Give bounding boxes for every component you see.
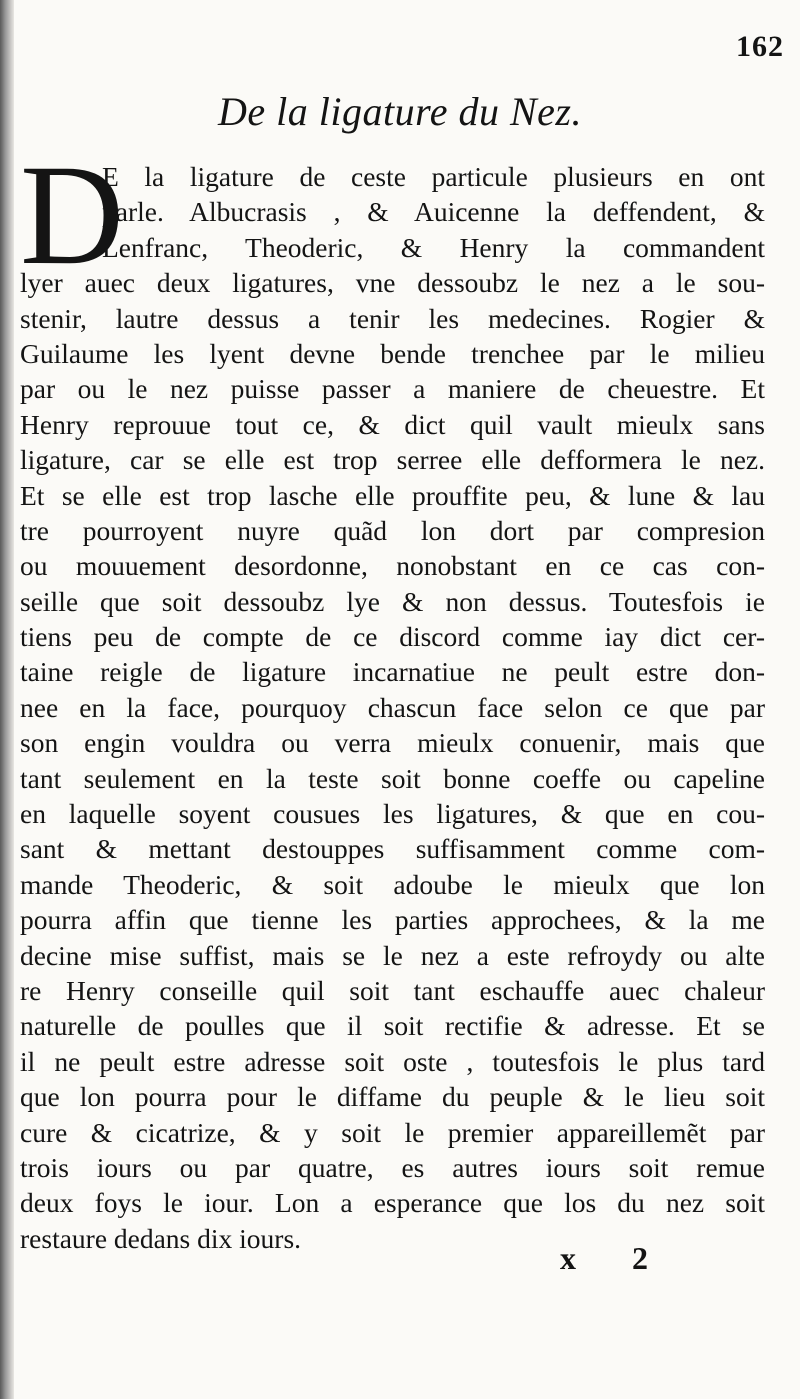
text-line: decine mise suffist, mais se le nez a este refroydy ou alte	[20, 939, 765, 971]
text-line: sant & mettant destouppes suffisamment comme com-	[20, 833, 765, 865]
text-line: parle. Albucrasis , & Auicenne la deffendent, &	[102, 196, 765, 228]
text-line: restaure dedans dix iours.	[20, 1222, 302, 1254]
text-line: que lon pourra pour le diffame du peuple & le lieu soit	[20, 1081, 765, 1113]
text-line: en laquelle soyent cousues les ligatures, & que en cou-	[20, 798, 765, 830]
text-line: Henry reprouue tout ce, & dict quil vault mieulx sans	[20, 408, 765, 440]
text-line: pourra affin que tienne les parties approchees, & la me	[20, 904, 765, 936]
text-line: ou mouuement desordonne, nonobstant en ce cas con-	[20, 550, 765, 582]
page-number: 162	[736, 30, 784, 63]
text-line: il ne peult estre adresse soit oste , toutesfois le plus tard	[20, 1045, 765, 1077]
text-line: par ou le nez puisse passer a maniere de cheuestre. Et	[20, 373, 765, 405]
text-line: Et se elle est trop lasche elle prouffite peu, & lune & lau	[20, 479, 765, 511]
text-line: seille que soit dessoubz lye & non dessus. Toutesfois ie	[20, 585, 765, 617]
text-line: E la ligature de ceste particule plusieurs en ont	[102, 161, 765, 192]
text-line: tiens peu de compte de ce discord comme iay dict cer-	[20, 621, 765, 653]
text-line: nee en la face, pourquoy chascun face selon ce que par	[20, 691, 765, 723]
text-line: ligature, car se elle est trop serree elle defformera le nez.	[20, 444, 765, 476]
text-line: deux foys le iour. Lon a esperance que los du nez soit	[20, 1187, 765, 1219]
text-line: son engin vouldra ou verra mieulx conuenir, mais que	[20, 727, 765, 759]
text-line: tant seulement en la teste soit bonne coeffe ou capeline	[20, 762, 765, 794]
text-line: naturelle de poulles que il soit rectifie & adresse. Et se	[20, 1010, 765, 1042]
chapter-heading: De la ligature du Nez.	[218, 89, 582, 134]
text-line: stenir, lautre dessus a tenir les medecines. Rogier &	[20, 302, 765, 334]
text-line: lyer auec deux ligatures, vne dessoubz le nez a le sou-	[20, 267, 765, 299]
body-text	[20, 159, 765, 1256]
text-line: trois iours ou par quatre, es autres iours soit remue	[20, 1151, 765, 1183]
text-line: cure & cicatrize, & y soit le premier appareillemẽt par	[20, 1116, 765, 1148]
text-line: re Henry conseille quil soit tant eschauffe auec chaleur	[20, 974, 765, 1006]
text-line: mande Theoderic, & soit adoube le mieulx que lon	[20, 868, 765, 900]
text-line: Lenfranc, Theoderic, & Henry la commandent	[102, 231, 765, 263]
drop-cap: D	[20, 136, 124, 295]
text-line: tre pourroyent nuyre quãd lon dort par compresion	[20, 514, 765, 546]
page-gutter-shadow	[0, 0, 14, 1399]
signature-mark: x 2	[560, 1240, 672, 1276]
text-line: Guilaume les lyent devne bende trenchee par le milieu	[20, 337, 765, 369]
text-line: taine reigle de ligature incarnatiue ne peult estre don-	[20, 656, 765, 688]
